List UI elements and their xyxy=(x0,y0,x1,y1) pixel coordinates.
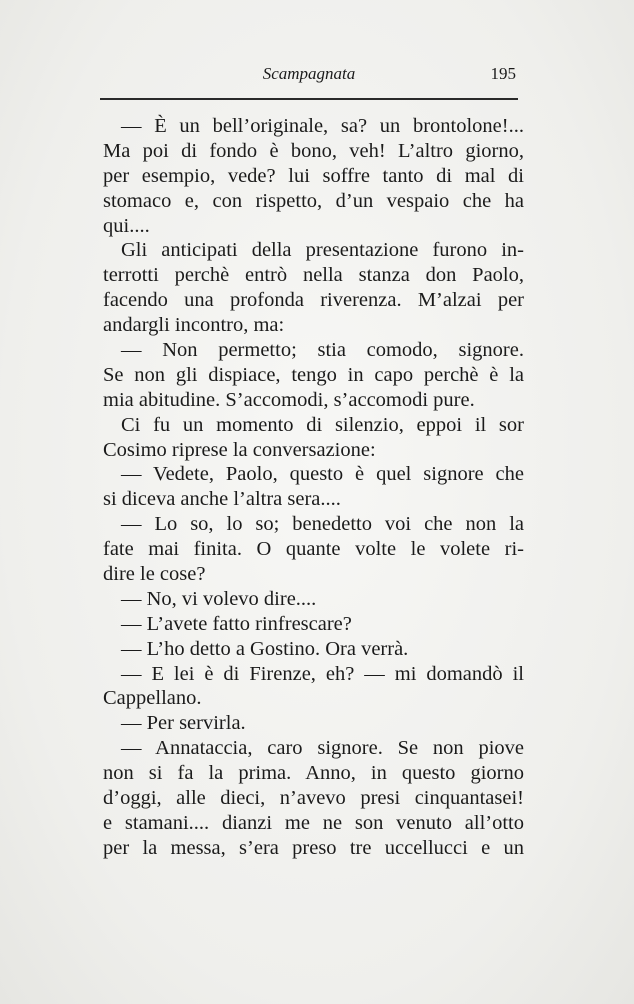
text-line: — L’ho detto a Gostino. Ora verrà. xyxy=(121,637,409,660)
text-line: stomaco e, con rispetto, d’un vespaio che ha xyxy=(103,189,524,212)
text-line: si diceva anche l’altra sera.... xyxy=(103,488,341,511)
text-line: — E lei è di Firenze, eh? — mi domandò il xyxy=(121,662,524,685)
text-line: — È un bell’originale, sa? un brontolone!... xyxy=(121,115,524,137)
text-line: e stamani.... dianzi me ne son venuto all’otto xyxy=(103,811,524,834)
text-line: — Vedete, Paolo, questo è quel signore che xyxy=(121,463,524,486)
running-title: Scampagnata xyxy=(262,64,356,83)
text-line: terrotti perchè entrò nella stanza don Paolo, xyxy=(103,264,524,287)
text-line: Ma poi di fondo è bono, veh! L’altro giorno, xyxy=(103,139,524,162)
text-line: per la messa, s’era preso tre uccellucci e un xyxy=(103,836,524,859)
text-line: Ci fu un momento di silenzio, eppoi il sor xyxy=(121,413,524,436)
text-line: Cosimo riprese la conversazione: xyxy=(103,438,376,461)
text-line: andargli incontro, ma: xyxy=(103,314,285,337)
text-line: qui.... xyxy=(103,214,150,237)
text-line: — Per servirla. xyxy=(121,712,246,735)
text-line: mia abitudine. S’accomodi, s’accomodi pure. xyxy=(103,388,475,411)
text-line: facendo una profonda riverenza. M’alzai per xyxy=(103,289,524,312)
text-line: — Non permetto; stia comodo, signore. xyxy=(121,339,524,362)
page-header xyxy=(100,62,518,102)
text-line: Gli anticipati della presentazione furono in- xyxy=(121,239,524,262)
page-number: 195 xyxy=(490,64,516,83)
body-text xyxy=(103,114,524,861)
text-line: fate mai finita. O quante volte le volete ri- xyxy=(103,538,524,561)
text-line: d’oggi, alle dieci, n’avevo presi cinquantasei! xyxy=(103,787,524,810)
text-line: — Annataccia, caro signore. Se non piove xyxy=(121,737,524,760)
text-line: — L’avete fatto rinfrescare? xyxy=(121,612,352,635)
text-line: non si fa la prima. Anno, in questo giorno xyxy=(103,762,524,785)
header-rule xyxy=(100,98,518,100)
text-line: — No, vi volevo dire.... xyxy=(121,587,317,610)
text-line: dire le cose? xyxy=(103,563,206,586)
text-line: Cappellano. xyxy=(103,687,202,710)
text-line: per esempio, vede? lui soffre tanto di mal di xyxy=(103,164,524,187)
text-line: Se non gli dispiace, tengo in capo perchè è la xyxy=(103,363,524,386)
text-line: — Lo so, lo so; benedetto voi che non la xyxy=(121,513,524,536)
